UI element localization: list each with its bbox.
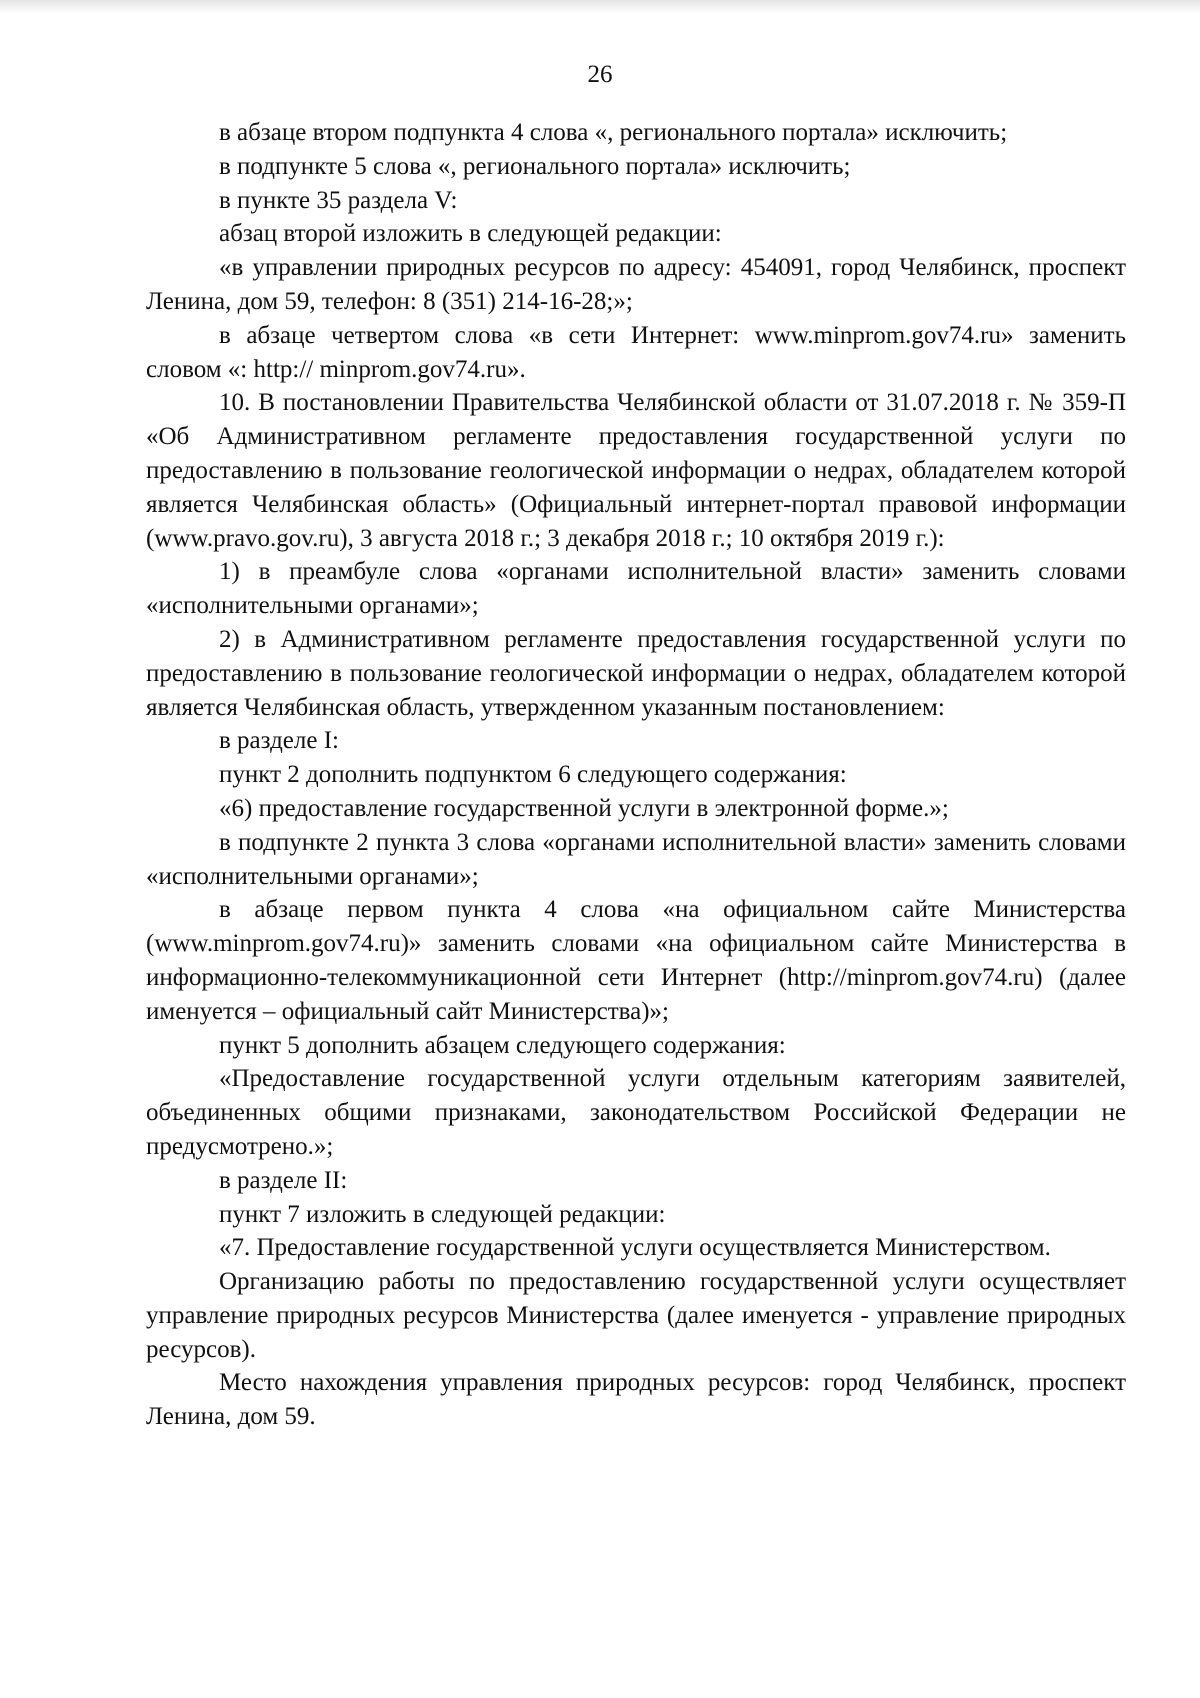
paragraph: 2) в Административном регламенте предоставления государственной услуги по предоставлению в пользование геологической информации о недрах, обладателем которой является Челябинская область, утвержденном указанным постановлением: (146, 625, 1126, 721)
page-number: 26 (587, 61, 613, 88)
paragraph: абзац второй изложить в следующей редакции: (219, 220, 722, 248)
paragraph: Место нахождения управления природных ресурсов: город Челябинск, проспект Ленина, дом 59. (146, 1369, 1126, 1431)
paragraph: «Предоставление государственной услуги отдельным категориям заявителей, объединенных общими признаками, законодательством Российской Федерации не предусмотрено.»; (146, 1065, 1126, 1160)
paragraph: Организацию работы по предоставлению государственной услуги осуществляет управление природных ресурсов Министерства (далее именуется - управление природных ресурсов). (146, 1268, 1126, 1363)
paragraph: в пункте 35 раздела V: (219, 186, 458, 214)
paragraph: в разделе II: (219, 1166, 348, 1194)
paragraph: пункт 2 дополнить подпунктом 6 следующего содержания: (219, 761, 847, 789)
paragraph: пункт 7 изложить в следующей редакции: (219, 1200, 666, 1228)
paragraph: «7. Предоставление государственной услуги осуществляется Министерством. (219, 1234, 1051, 1262)
paragraph: «6) предоставление государственной услуги в электронной форме.»; (219, 794, 949, 822)
paragraph: в абзаце первом пункта 4 слова «на официальном сайте Министерства (www.minprom.gov74.ru)» заменить словами «на официальном сайте Министерства в информационно-телекоммуникационной сети Интернет (http://minprom.gov74.ru) (далее именуется – официальный сайт Министерства)»; (146, 896, 1126, 1025)
paragraph: «в управлении природных ресурсов по адресу: 454091, город Челябинск, проспект Ленина, дом 59, телефон: 8 (351) 214-16-28;»; (146, 254, 1126, 315)
paragraph: 10. В постановлении Правительства Челябинской области от 31.07.2018 г. № 359-П «Об Административном регламенте предоставления государственной услуги по предоставлению в пользование геологической информации о недрах, обладателем которой является Челябинская область» (Официальный интернет-портал правовой информации (www.pravo.gov.ru), 3 августа 2018 г.; 3 декабря 2018 г.; 10 октября 2019 г.): (146, 389, 1126, 552)
paragraph: 1) в преамбуле слова «органами исполнительной власти» заменить словами «исполнительными органами»; (146, 558, 1126, 620)
paragraph: в подпункте 2 пункта 3 слова «органами исполнительной власти» заменить словами «исполнительными органами»; (146, 828, 1126, 890)
scan-edge (0, 0, 1200, 14)
paragraph: в абзаце втором подпункта 4 слова «, регионального портала» исключить; (219, 119, 1008, 146)
paragraph: в подпункте 5 слова «, регионального портала» исключить; (219, 152, 851, 180)
paragraph: пункт 5 дополнить абзацем следующего содержания: (219, 1031, 786, 1059)
paragraph: в разделе I: (219, 727, 339, 755)
document-body (146, 116, 1126, 1434)
paragraph: в абзаце четвертом слова «в сети Интернет: www.minprom.gov74.ru» заменить словом «: http:// minprom.gov74.ru». (146, 321, 1126, 383)
